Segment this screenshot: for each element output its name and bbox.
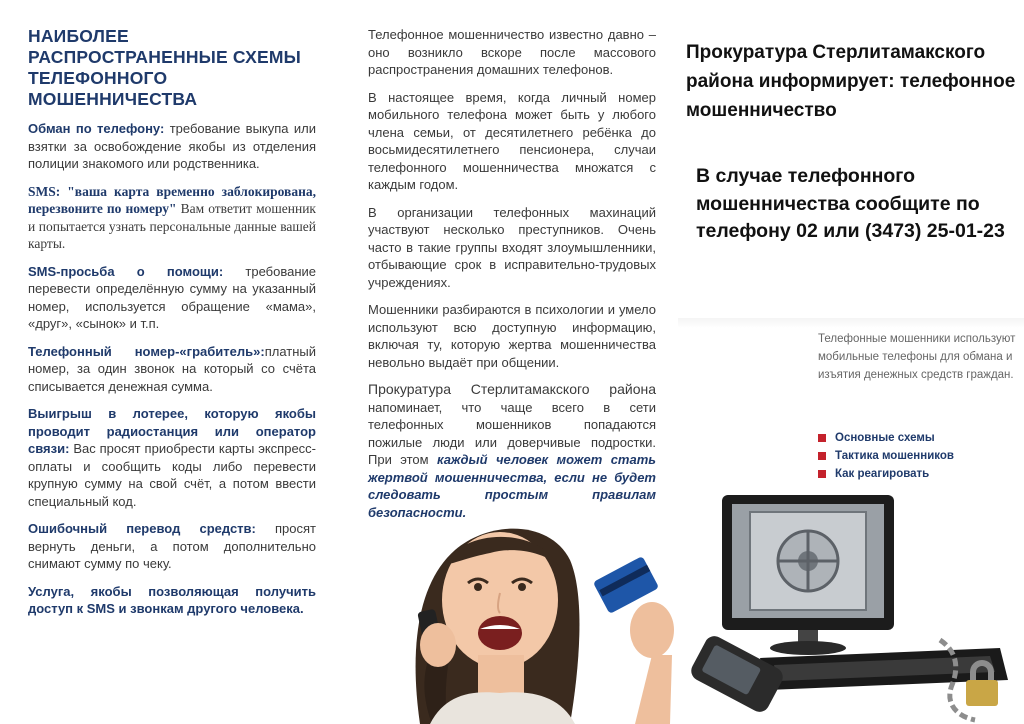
right-column [686, 0, 1016, 246]
scheme-text: Вас просят приобрести карты экспресс-оплаты и сообщить коды либо перевести крупную сумму на свой счёт, а потом ввести специальный код. [28, 441, 316, 509]
report-phone-notice: В случае телефонного мошенничества сообщите по телефону 02 или (3473) 25-01-23 [696, 165, 1005, 242]
scheme-text: платный номер, за один звонок на который со счёта списывается денежная сумма. [28, 343, 316, 394]
paragraph: В организации телефонных махинаций участвуют несколько преступников. Очень часто в такие группы входят злоумышленники, отбывающие срок в исправительно-трудовых учреждениях. [368, 204, 656, 290]
girl-with-phone-illustration [360, 505, 680, 724]
topic-label: Тактика мошенников [835, 450, 954, 462]
list-item [818, 465, 954, 483]
red-square-icon [818, 434, 826, 442]
paragraph: Мошенники разбираются в психологии и умело используют всю доступную информацию, включая ту, которую жертва мошенничества невольно выдаёт при общении. [368, 302, 656, 370]
scheme-lead: Выигрыш в лотерее, которую якобы проводит радиостанция или оператор связи: [28, 406, 316, 456]
scheme-text: Вам ответит мошенник и попытается узнать персональные данные вашей карты. [28, 201, 316, 251]
red-square-icon [818, 470, 826, 478]
scheme-item [28, 183, 316, 253]
scheme-item [28, 583, 316, 618]
middle-column [368, 0, 656, 521]
scheme-lead: Ошибочный перевод средств: [28, 521, 256, 536]
list-item [818, 447, 954, 465]
intro-paragraph: Телефонное мошенничество известно давно – оно возникло вскоре после массового распространения домашних телефонов. [368, 27, 656, 77]
scheme-lead: SMS-просьба о помощи: [28, 263, 224, 279]
warning-highlight: каждый человек может стать жертвой мошенничества, если не будет следовать простым правилам безопасности. [368, 452, 656, 520]
topics-list [818, 429, 954, 483]
scheme-text: просят вернуть деньги, а потом дополнительно снимают сумму по чеку. [28, 521, 316, 571]
warning-paragraph [368, 381, 656, 521]
scheme-item [28, 263, 316, 333]
prosecutor-name: Прокуратура Стерлитамакского района [368, 381, 656, 397]
promo-text: Телефонные мошенники используют мобильные телефоны для обмана и изъятия денежных средств граждан. [818, 333, 1016, 381]
scheme-item [28, 120, 316, 173]
scheme-item [28, 343, 316, 396]
left-column [28, 0, 316, 618]
divider-band [678, 318, 1024, 328]
scheme-item [28, 405, 316, 510]
schemes-heading: НАИБОЛЕЕ РАСПРОСТРАНЕННЫЕ СХЕМЫ ТЕЛЕФОННОГО МОШЕННИЧЕСТВА [28, 26, 301, 109]
scheme-text: требование выкупа или взятки за освобождение якобы из отделения полиции знакомого или родственника. [28, 121, 316, 171]
red-square-icon [818, 452, 826, 460]
scheme-lead: Обман по телефону: [28, 121, 165, 136]
list-item [818, 429, 954, 447]
page-title: Прокуратура Стерлитамакского района информирует: телефонное мошенничество [686, 42, 1016, 121]
scheme-lead: SMS: "ваша карта временно заблокирована, перезвоните по номеру" [28, 183, 316, 216]
scheme-item [28, 520, 316, 573]
warning-text: напоминает, что чаще всего в сети телефонных мошенников попадаются пожилые люди или доверчивые подростки. При этом [368, 399, 656, 467]
topic-label: Как реагировать [835, 468, 930, 480]
paragraph: В настоящее время, когда личный номер мобильного телефона может быть у любого члена семьи, от десятилетнего ребёнка до восьмидесятилетнего пенсионера, случаи телефонного мошенничества множатся с каждым годом. [368, 89, 656, 192]
scheme-text: требование перевести определённую сумму на указанный номер, используется обращение «мама», «друг», «сынок» и т.п. [28, 263, 316, 331]
scheme-lead: Услуга, якобы позволяющая получить доступ к SMS и звонкам другого человека. [28, 583, 316, 616]
topic-label: Основные схемы [835, 432, 935, 444]
scheme-lead: Телефонный номер-«грабитель»: [28, 343, 265, 359]
computer-safe-illustration [690, 490, 1020, 724]
